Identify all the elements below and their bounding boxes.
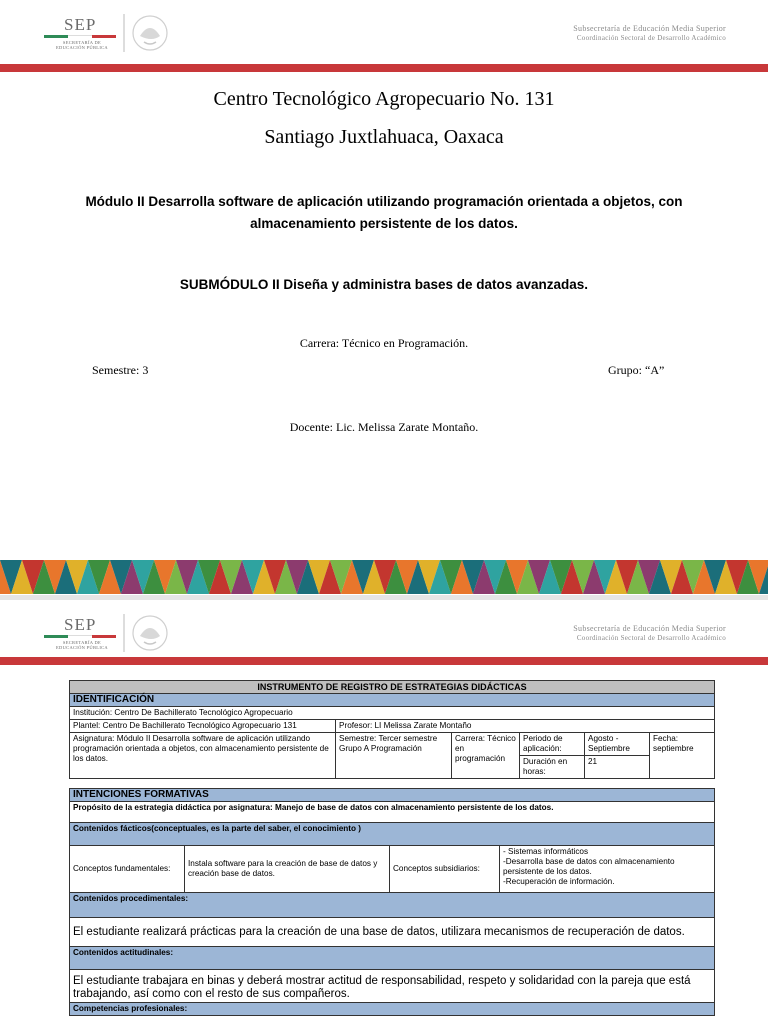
conceptos-fund-value: Instala software para la creación de base de datos y creación base de datos. — [185, 846, 390, 893]
semester-text: Semestre: 3 — [92, 363, 149, 377]
header-subsecretaria-2: Subsecretaría de Educación Media Superior — [573, 624, 726, 633]
fecha-cell: Fecha: septiembre — [650, 733, 715, 779]
intentions-table — [69, 788, 715, 1016]
concepto-item: -Desarrolla base de datos con almacenamiento persistente de los datos. — [503, 857, 675, 876]
intentions-header: INTENCIONES FORMATIVAS — [70, 789, 715, 802]
sep-logo-subtitle-2: SECRETARÍA DE EDUCACIÓN PÚBLICA — [56, 640, 108, 650]
sep-logo-2 — [44, 615, 116, 649]
sep-logo — [44, 15, 116, 49]
contenidos-act-cell: Contenidos actitudinales: — [70, 947, 715, 970]
conceptos-sub-value — [500, 846, 715, 893]
institution-cell: Institución: Centro De Bachillerato Tecnológico Agropecuario — [70, 707, 715, 720]
concepto-item: - Sistemas informáticos — [503, 847, 589, 856]
group-text: Grupo: “A” — [608, 363, 665, 377]
form-title: INSTRUMENTO DE REGISTRO DE ESTRATEGIAS DIDÁCTICAS — [70, 681, 715, 694]
module-title: Módulo II Desarrolla software de aplicación utilizando programación orientada a objetos, con almacenamiento persistente de los datos. — [85, 194, 683, 231]
duracion-label-cell: Duración en horas: — [520, 756, 585, 779]
proc-text-cell: El estudiante realizará prácticas para la creación de una base de datos, utilizara mecanismos de recuperación de datos. — [70, 918, 715, 947]
decorative-triangle-band — [0, 560, 768, 594]
semestre-cell: Semestre: Tercer semestre Grupo A Programación — [336, 733, 452, 779]
strategy-form — [69, 680, 714, 1016]
header-subsecretaria: Subsecretaría de Educación Media Superior — [573, 24, 726, 33]
page-header — [0, 0, 768, 60]
sep-logo-text: SEP — [64, 15, 97, 34]
proposito-cell: Propósito de la estrategia didáctica por asignatura: Manejo de base de datos con almacenamiento persistente de los datos. — [70, 802, 715, 823]
asignatura-cell: Asignatura: Módulo II Desarrolla software de aplicación utilizando programación orientada a objetos, con almacenamiento persistente de los datos. — [70, 733, 336, 779]
teacher-text: Docente: Lic. Melissa Zarate Montaño. — [289, 420, 479, 434]
concepto-item: -Recuperación de información. — [503, 877, 615, 886]
periodo-label-cell: Periodo de aplicación: — [520, 733, 585, 756]
header-red-line-2 — [0, 657, 768, 665]
sep-logo-text-2: SEP — [64, 615, 97, 634]
mexico-seal-icon — [122, 12, 172, 54]
conceptos-sub-label: Conceptos subsidiarios: — [390, 846, 500, 893]
contenidos-proc-cell: Contenidos procedimentales: — [70, 893, 715, 918]
competencias-cell: Competencias profesionales: — [70, 1003, 715, 1016]
header-coordinacion: Coordinación Sectoral de Desarrollo Académico — [576, 34, 726, 42]
institution-title: Centro Tecnológico Agropecuario No. 131 — [213, 88, 555, 110]
identification-header: IDENTIFICACIÓN — [70, 694, 715, 707]
plantel-cell: Plantel: Centro De Bachillerato Tecnológico Agropecuario 131 — [70, 720, 336, 733]
contenidos-facticos-cell: Contenidos fácticos(conceptuales, es la parte del saber, el conocimiento ) — [70, 823, 715, 846]
sep-logo-subtitle: SECRETARÍA DE EDUCACIÓN PÚBLICA — [56, 40, 108, 50]
act-text-cell: El estudiante trabajara en binas y deberá mostrar actitud de responsabilidad, respeto y solidaridad con la pareja que está trabajando, así como con el resto de sus compañeros. — [70, 970, 715, 1003]
form-page — [0, 600, 768, 1024]
header-right-text — [573, 24, 726, 42]
profesor-cell: Profesor: LI Melissa Zarate Montaño — [336, 720, 715, 733]
carrera-cell: Carrera: Técnico en programación — [452, 733, 520, 779]
location-title: Santiago Juxtlahuaca, Oaxaca — [264, 126, 504, 148]
mexico-seal-icon-2 — [122, 612, 172, 654]
page-header-2 — [0, 600, 768, 660]
header-right-text-2 — [573, 624, 726, 642]
header-coordinacion-2: Coordinación Sectoral de Desarrollo Académico — [576, 634, 726, 642]
submodule-title: SUBMÓDULO II Diseña y administra bases de datos avanzadas. — [179, 277, 589, 292]
header-red-line — [0, 64, 768, 72]
periodo-value-cell: Agosto - Septiembre — [585, 733, 650, 756]
identification-table — [69, 680, 715, 779]
conceptos-fund-label: Conceptos fundamentales: — [70, 846, 185, 893]
career-text: Carrera: Técnico en Programación. — [299, 336, 469, 350]
duracion-value-cell: 21 — [585, 756, 650, 779]
